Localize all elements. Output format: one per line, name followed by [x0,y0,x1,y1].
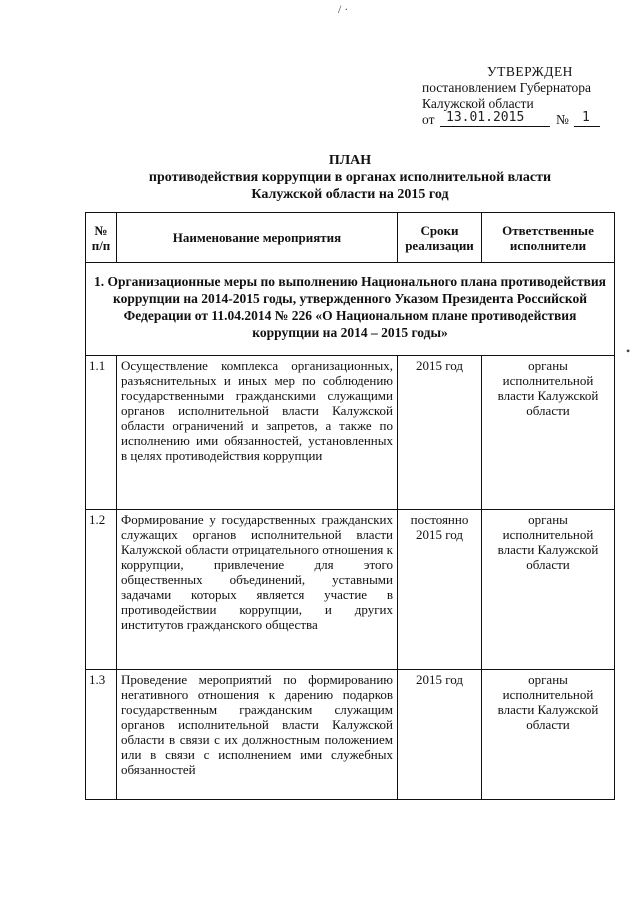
side-scan-mark: • [626,344,631,358]
section-1-heading: 1. Организационные меры по выполнению Национального плана противодействия коррупции на 2014-2015 годы, утвержденного Указом Президента Российской Федерации от 11.04.2014 № 226 «О Национальном плане противодействия коррупции на 2014 – 2015 годы» [86,263,615,356]
approval-line-1: постановлением Губернатора [422,80,591,95]
approval-block [422,64,622,130]
date-underline [440,126,550,127]
plan-subtitle-1: противодействия коррупции в органах исполнительной власти [148,170,552,185]
row-num: 1.2 [86,510,117,670]
table-header-row [86,213,615,263]
header-num: № п/п [86,213,117,263]
row-responsible: органы исполнительной власти Калужской области [482,670,615,800]
row-term: постоянно 2015 год [398,510,482,670]
row-responsible: органы исполнительной власти Калужской области [482,356,615,510]
row-term: 2015 год [398,356,482,510]
row-num: 1.3 [86,670,117,800]
table-row [86,670,615,800]
table-row [86,510,615,670]
number-sign: № [556,112,569,127]
plan-heading [120,152,580,203]
plan-title: ПЛАН [328,153,372,168]
header-responsible: Ответственные исполнители [482,213,615,263]
approval-number: 1 [582,110,590,125]
plan-subtitle-2: Калужской области на 2015 год [251,187,449,202]
row-num: 1.1 [86,356,117,510]
approval-title: УТВЕРЖДЕН [487,64,573,79]
section-row [86,263,615,356]
table-row [86,356,615,510]
number-underline [574,126,600,127]
plan-table [85,212,615,800]
header-name: Наименование мероприятия [117,213,398,263]
row-activity: Проведение мероприятий по формированию негативного отношения к дарению подарков государственным гражданским служащим органов исполнительной власти Калужской области в связи с их должностным положением или в связи с исполнением ими служебных обязанностей [117,670,398,800]
approval-date-row [422,112,622,130]
top-scan-mark: / · [338,2,349,16]
approval-date: 13.01.2015 [446,110,525,125]
header-term: Сроки реализации [398,213,482,263]
row-term: 2015 год [398,670,482,800]
date-prefix: от [422,112,435,127]
row-activity: Формирование у государственных гражданских служащих органов исполнительной власти Калужской области отрицательного отношения к коррупции, привлечение для этого общественных объединений, уставными задачами которых является участие в противодействии коррупции, и других институтов гражданского общества [117,510,398,670]
approval-line-2: Калужской области [422,96,534,111]
row-activity: Осуществление комплекса организационных, разъяснительных и иных мер по соблюдению государственными гражданскими служащими органов исполнительной власти Калужской области ограничений и запретов, а также по исполнению ими обязанностей, установленных в целях противодействия коррупции [117,356,398,510]
row-responsible: органы исполнительной власти Калужской области [482,510,615,670]
